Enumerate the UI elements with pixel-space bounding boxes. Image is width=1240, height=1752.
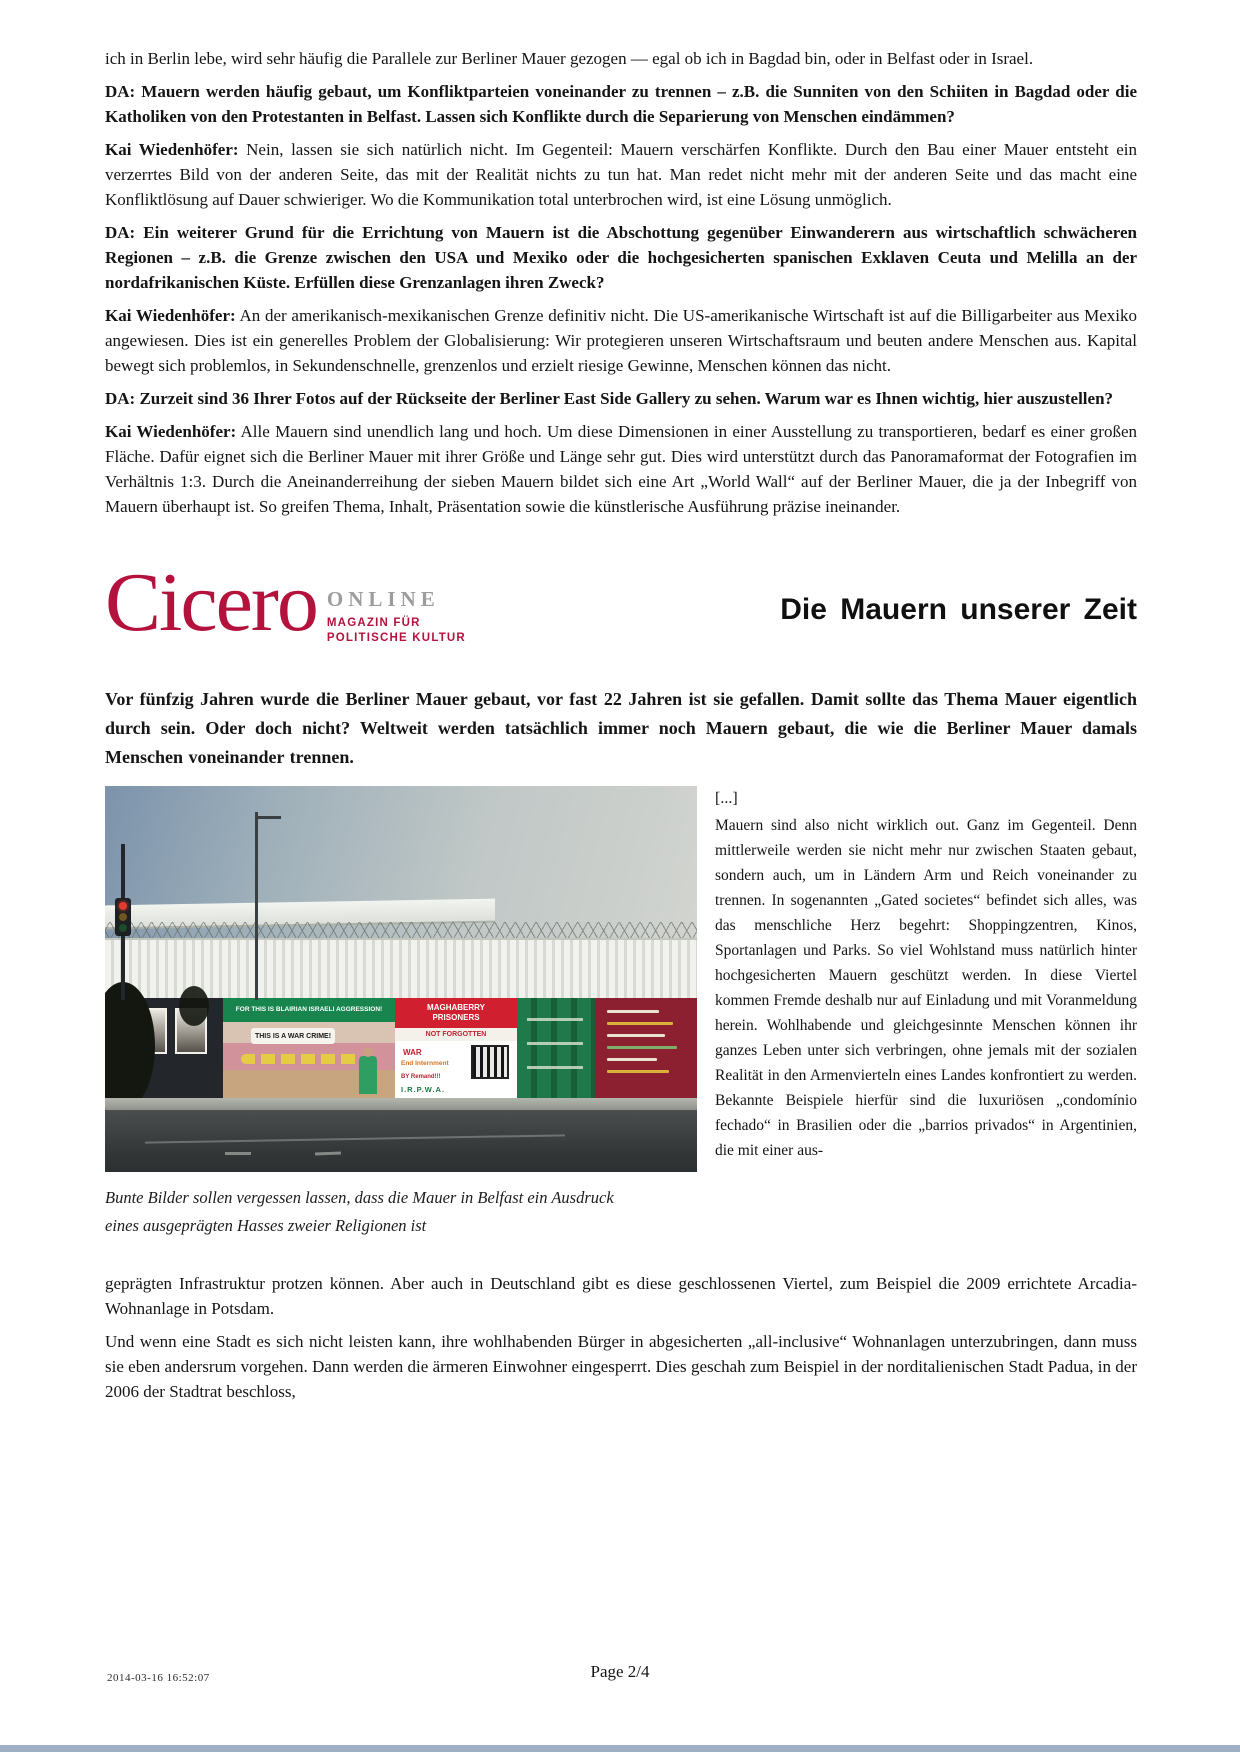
brand-tagline xyxy=(327,616,466,646)
answer-paragraph-3 xyxy=(105,419,1137,519)
bottom-edge-strip xyxy=(0,1745,1240,1752)
mural-beach-panel xyxy=(223,998,395,1098)
foreground-bush xyxy=(179,986,209,1026)
online-label: ONLINE xyxy=(326,587,440,611)
lead-in-paragraph: ich in Berlin lebe, wird sehr häufig die Parallele zur Berliner Mauer gezogen — egal ob ich in Bagdad bin, oder in Belfast oder in Israel. xyxy=(105,49,1034,68)
mural-text-row xyxy=(607,1010,659,1013)
article-body-row xyxy=(105,786,1137,1257)
mural-text-row xyxy=(607,1070,669,1073)
photo-column xyxy=(105,786,697,1257)
continuation-paragraph-2: Und wenn eine Stadt es sich nicht leisten kann, ihre wohlhabenden Bürger in abgesicherten „all-inclusive“ Wohnanlagen unterzubringen, dann muss sie eben andersrum vorgehen. Dann werden die ärmeren Einwohner eingesperrt. Dies geschah zum Beispiel in der norditalienischen Stadt Padua, in der 2006 der Stadtrat beschloss, xyxy=(105,1331,1137,1401)
mural-maghaberry-panel xyxy=(395,998,517,1098)
by-remand-text: BY Remand!!! xyxy=(401,1074,441,1080)
traffic-light-icon xyxy=(115,898,131,936)
mural-figure xyxy=(359,1056,377,1094)
mural-script-decoration xyxy=(241,1054,361,1064)
mural-war-crime-text: THIS IS A WAR CRIME! xyxy=(251,1028,335,1044)
tagline-line-1: MAGAZIN FÜR xyxy=(326,617,421,629)
traffic-light-green xyxy=(119,924,127,932)
footer-timestamp: 2014-03-16 16:52:07 xyxy=(107,1672,210,1684)
end-internment-text: End Internment xyxy=(401,1060,449,1067)
question-paragraph-1: DA: Mauern werden häufig gebaut, um Konfliktparteien voneinander zu trennen – z.B. die Sunniten von den Schiiten in Bagdad oder die Katholiken von den Protestanten in Belfast. Lassen sich Konflikte durch die Separierung von Menschen eindämmen? xyxy=(105,82,1137,126)
irpwa-text: I.R.P.W.A. xyxy=(401,1085,446,1094)
mural-text-row xyxy=(527,1042,583,1045)
photo-caption: Bunte Bilder sollen vergessen lassen, dass die Mauer in Belfast ein Ausdruck eines ausgeprägten Hasses zweier Religionen ist xyxy=(105,1188,614,1235)
mural-crimson-panel xyxy=(595,998,697,1098)
mural-text-row xyxy=(527,1018,583,1021)
answer-paragraph-2 xyxy=(105,303,1137,378)
question-paragraph-3: DA: Zurzeit sind 36 Ihrer Fotos auf der Rückseite der Berliner East Side Gallery zu sehen. Warum war es Ihnen wichtig, hier auszustellen? xyxy=(105,389,1114,408)
right-text-column xyxy=(715,786,1137,1257)
speaker-name: Kai Wiedenhöfer: xyxy=(105,422,237,441)
belfast-wall-photo xyxy=(105,786,697,1172)
traffic-light-red xyxy=(119,902,127,910)
question-paragraph-2: DA: Ein weiterer Grund für die Errichtung von Mauern ist die Abschottung gegenüber Einwanderern aus wirtschaftlich schwächeren Regionen – z.B. die Grenze zwischen den USA und Mexiko oder die hochgesicherten spanischen Exklaven Ceuta und Melilla an der nordafrikanischen Küste. Erfüllen diese Grenzanlagen ihren Zweck? xyxy=(105,223,1137,292)
mural-text-row xyxy=(527,1066,583,1069)
speaker-name: Kai Wiedenhöfer: xyxy=(105,140,239,159)
answer-paragraph-1 xyxy=(105,137,1137,212)
answer-text: Alle Mauern sind unendlich lang und hoch. Um diese Dimensionen in einer Ausstellung zu transportieren, bedarf es einer großen Fläche. Dafür eignet sich die Berliner Mauer mit ihrer Größe und Länge sehr gut. Dies wird unterstützt durch das Panoramaformat der Fotografien im Verhältnis 1:3. Durch die Aneinanderreihung der sieben Mauern bildet sich eine Art „World Wall“ auf der Berliner Mauer, die ja der Inbegriff von Mauern überhaupt ist. So greifen Thema, Inhalt, Präsentation sowie die künstlerische Ausführung präzise ineinander. xyxy=(105,422,1137,516)
lane-dash xyxy=(225,1152,251,1155)
maghaberry-line-2: PRISONERS xyxy=(432,1013,480,1022)
article-headline: Die Mauern unserer Zeit xyxy=(780,593,1137,626)
lamppost-arm xyxy=(255,816,281,819)
article-lede: Vor fünfzig Jahren wurde die Berliner Mauer gebaut, vor fast 22 Jahren ist sie gefallen. Damit sollte das Thema Mauer eigentlich durch sein. Oder doch nicht? Weltweit werden tatsächlich immer noch Mauern gebaut, die wie die Berliner Mauer damals Menschen voneinander trennen. xyxy=(105,689,1137,767)
lamppost xyxy=(255,812,258,1000)
footer-page-label: Page 2/4 xyxy=(590,1662,650,1681)
continuation-paragraph-1: geprägten Infrastruktur protzen können. Aber auch in Deutschland gibt es diese geschlossenen Viertel, zum Beispiel die 2009 errichtete Arcadia-Wohnanlage in Potsdam. xyxy=(105,1273,1137,1318)
maghaberry-line-1: MAGHABERRY xyxy=(427,1003,485,1012)
mural-maghaberry-header xyxy=(395,998,517,1028)
not-forgotten-text: NOT FORGOTTEN xyxy=(395,1028,517,1041)
omission-mark: [...] xyxy=(715,790,738,807)
answer-text: An der amerikanisch-mexikanischen Grenze definitiv nicht. Die US-amerikanische Wirtschaft ist auf die Billigarbeiter aus Mexiko angewiesen. Dies ist ein generelles Problem der Globalisierung: Wir protegieren unseren Wirtschaftsraum und beuten andere Menschen aus. Kapital bewegt sich problemlos, in Sekundenschnelle, grenzenlos und erzielt riesige Gewinne, Menschen können das nicht. xyxy=(105,306,1137,375)
brand-row xyxy=(105,556,1137,665)
answer-text: Nein, lassen sie sich natürlich nicht. Im Gegenteil: Mauern verschärfen Konflikte. Durch den Bau einer Mauer entsteht ein verzerrtes Bild von der anderen Seite, das mit der Realität nichts zu tun hat. Man redet nicht mehr mit der anderen Seite und das macht eine Konfliktlösung auf Dauer schwieriger. Wo die Kommunikation total unterbrochen wird, ist eine Lösung unmöglich. xyxy=(105,140,1137,209)
mural-text-row xyxy=(607,1046,677,1049)
mural-text-row xyxy=(607,1034,665,1037)
sidewalk xyxy=(105,1098,697,1110)
tagline-line-2: POLITISCHE KULTUR xyxy=(326,632,466,644)
mural-text-row xyxy=(607,1058,657,1061)
interview-section xyxy=(105,46,1137,519)
cicero-wordmark: Cicero xyxy=(105,556,317,649)
column-text: Mauern sind also nicht wirklich out. Ganz im Gegenteil. Denn mittlerweile werden sie nicht mehr nur zwischen Staaten gebaut, sondern auch, um in Ländern Arm und Reich voneinander zu trennen. In sogenannten „Gated societes“ befindet sich alles, was das menschliche Herz begehrt: Shoppingzentren, Kinos, Sportanlagen und Parks. So viel Wohlstand muss natürlich hinter hochgesicherten Mauern geschützt werden. In diese Viertel kommen Fremde deshalb nur auf Einladung und mit Voranmeldung herein. Wohlhabende und gleichgesinnte Menschen können ihr ganzes Leben unter sich verbringen, ohne jemals mit der sozialen Realität in den Armenvierteln eines Landes konfrontiert zu werden. Bekannte Beispiele hierfür sind die luxuriösen „condomínio fechado“ in Brasilien oder die „barrios privados“ in Argentinien, die mit einer aus- xyxy=(715,817,1137,1159)
mural-green-banner: FOR THIS IS BLAIRIAN ISRAELI AGGRESSION! xyxy=(223,998,395,1022)
mural-text-row xyxy=(607,1022,673,1025)
war-text: WAR xyxy=(403,1048,422,1057)
logo-side-text xyxy=(327,561,466,646)
prison-bars-graphic xyxy=(471,1045,509,1079)
mural-green-panel xyxy=(517,998,595,1098)
cicero-logo xyxy=(105,556,466,649)
speaker-name: Kai Wiedenhöfer: xyxy=(105,306,236,325)
traffic-light-amber xyxy=(119,913,127,921)
